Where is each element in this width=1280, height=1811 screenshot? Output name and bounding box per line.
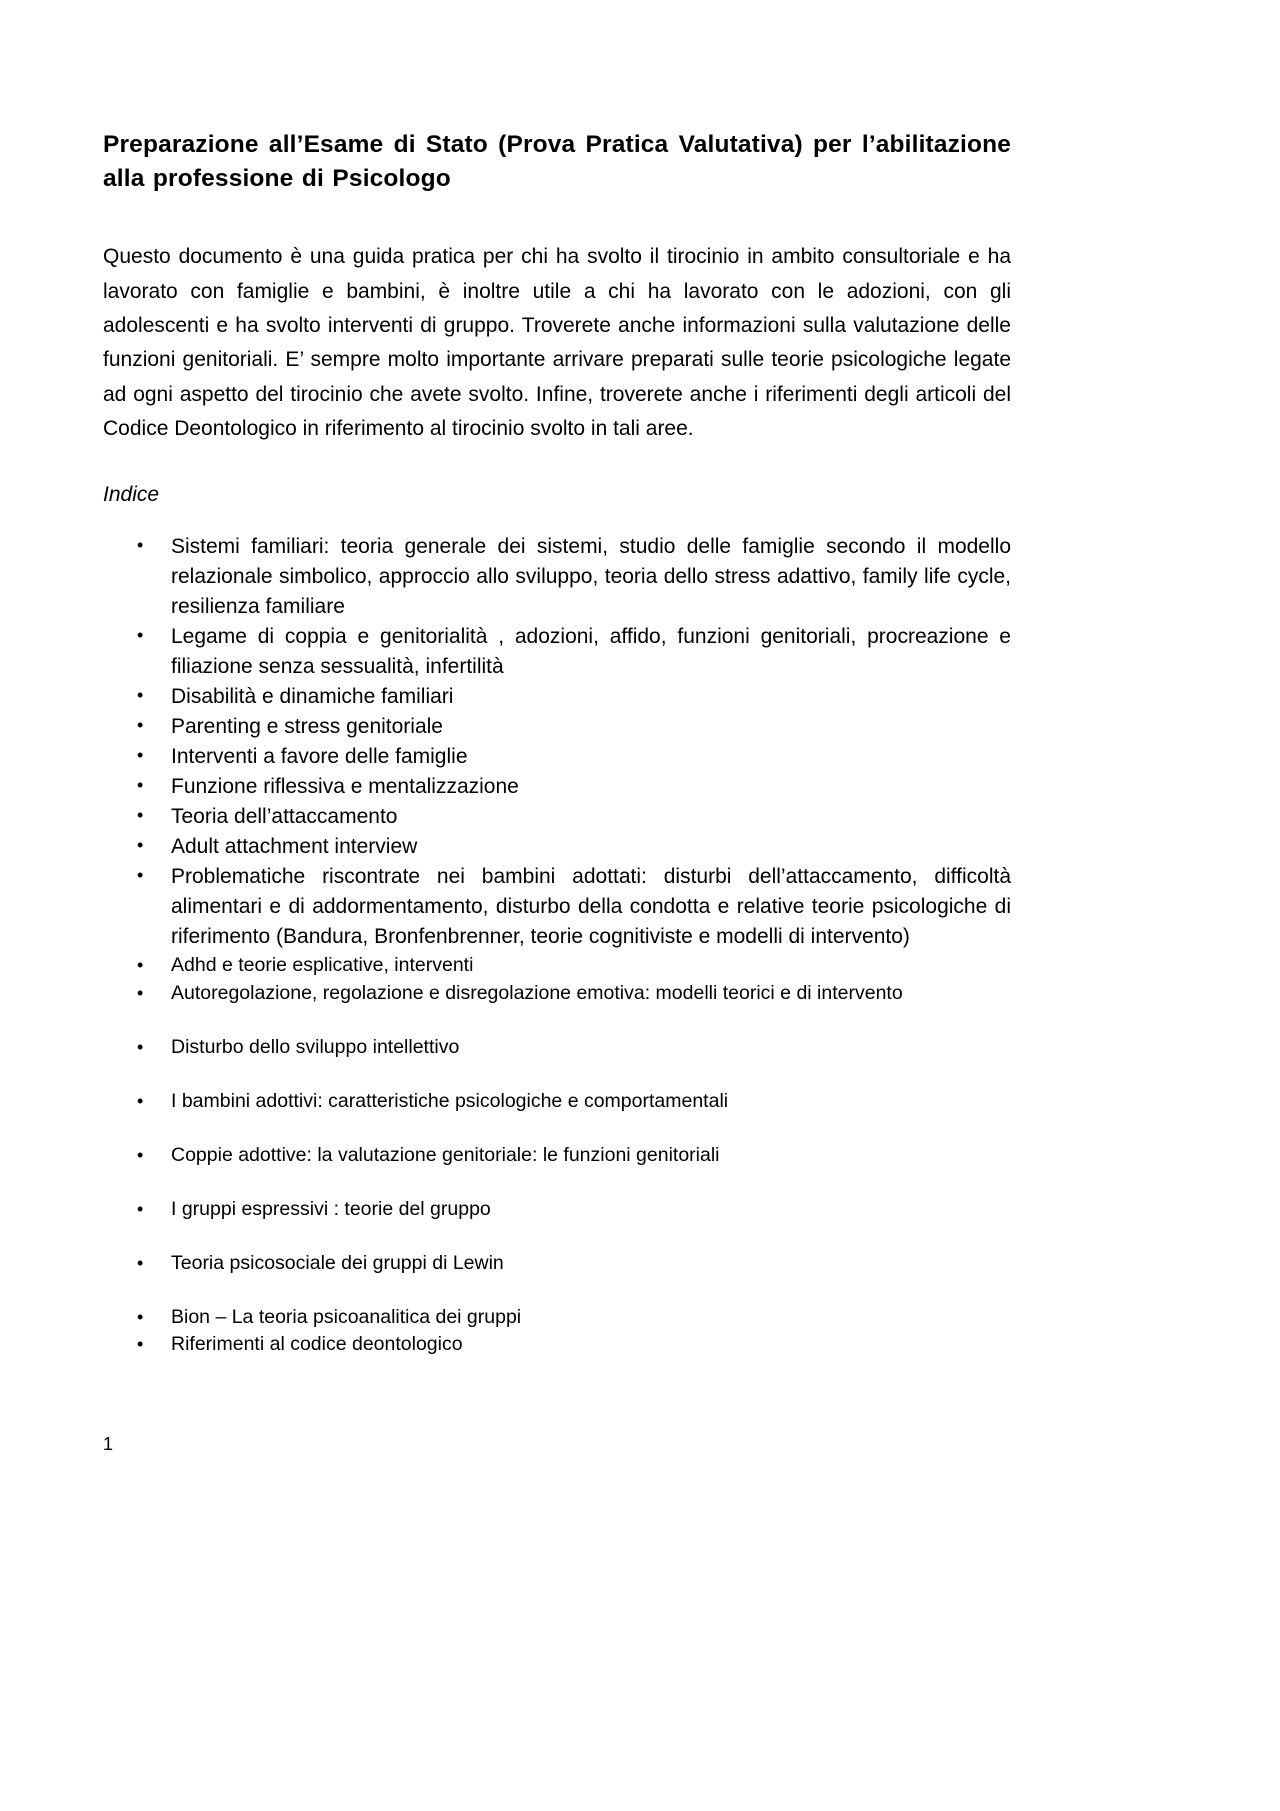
list-item: • Interventi a favore delle famiglie [103, 742, 1011, 772]
intro-paragraph: Questo documento è una guida pratica per chi ha svolto il tirocinio in ambito consultoriale e ha lavorato con famiglie e bambini, è inoltre utile a chi ha lavorato con le adozioni, con gli adolescenti e ha svolto interventi di gruppo. Troverete anche informazioni sulla valutazione delle funzioni genitoriali. E’ sempre molto importante arrivare preparati sulle teorie psicologiche legate ad ogni aspetto del tirocinio che avete svolto. Infine, troverete anche i riferimenti degli articoli del Codice Deontologico in riferimento al tirocinio svolto in tali aree. [103, 245, 1011, 441]
list-item: • I bambini adottivi: caratteristiche psicologiche e comportamentali [103, 1088, 1011, 1116]
index-heading: Indice [103, 482, 160, 506]
list-item: • Sistemi familiari: teoria generale dei sistemi, studio delle famiglie secondo il modello relazionale simbolico, approccio allo sviluppo, teoria dello stress adattivo, family life cycle, resilienza familiare [103, 532, 1011, 622]
list-item: • Disturbo dello sviluppo intellettivo [103, 1034, 1011, 1062]
list-item: • Parenting e stress genitoriale [103, 712, 1011, 742]
list-item: • Riferimenti al codice deontologico [103, 1331, 1011, 1359]
page-number: 1 [103, 1434, 114, 1454]
page-title [103, 128, 1011, 195]
list-item: • Adult attachment interview [103, 832, 1011, 862]
list-item: • Disabilità e dinamiche familiari [103, 682, 1011, 712]
list-item: • Autoregolazione, regolazione e disregolazione emotiva: modelli teorici e di intervento [103, 980, 1011, 1008]
page-title-line-2: alla professione di Psicologo [103, 164, 451, 192]
page-title-line-1: Preparazione all’Esame di Stato (Prova Pratica Valutativa) per l’abilitazione [103, 131, 1011, 158]
list-item: • Legame di coppia e genitorialità , adozioni, affido, funzioni genitoriali, procreazione e filiazione senza sessualità, infertilità [103, 622, 1011, 682]
list-item: • Bion – La teoria psicoanalitica dei gruppi [103, 1304, 1011, 1332]
list-item: • Adhd e teorie esplicative, interventi [103, 952, 1011, 980]
list-item: • Coppie adottive: la valutazione genitoriale: le funzioni genitoriali [103, 1142, 1011, 1170]
list-item: • Funzione riflessiva e mentalizzazione [103, 772, 1011, 802]
list-item: • Problematiche riscontrate nei bambini adottati: disturbi dell’attaccamento, difficoltà alimentari e di addormentamento, disturbo della condotta e relative teorie psicologiche di riferimento (Bandura, Bronfenbrenner, teorie cognitiviste e modelli di intervento) [103, 862, 1011, 952]
list-item: • Teoria psicosociale dei gruppi di Lewin [103, 1250, 1011, 1278]
document-body [103, 128, 1011, 1359]
list-item: • I gruppi espressivi : teorie del gruppo [103, 1196, 1011, 1224]
list-item: • Teoria dell’attaccamento [103, 802, 1011, 832]
index-list [103, 532, 1011, 1359]
